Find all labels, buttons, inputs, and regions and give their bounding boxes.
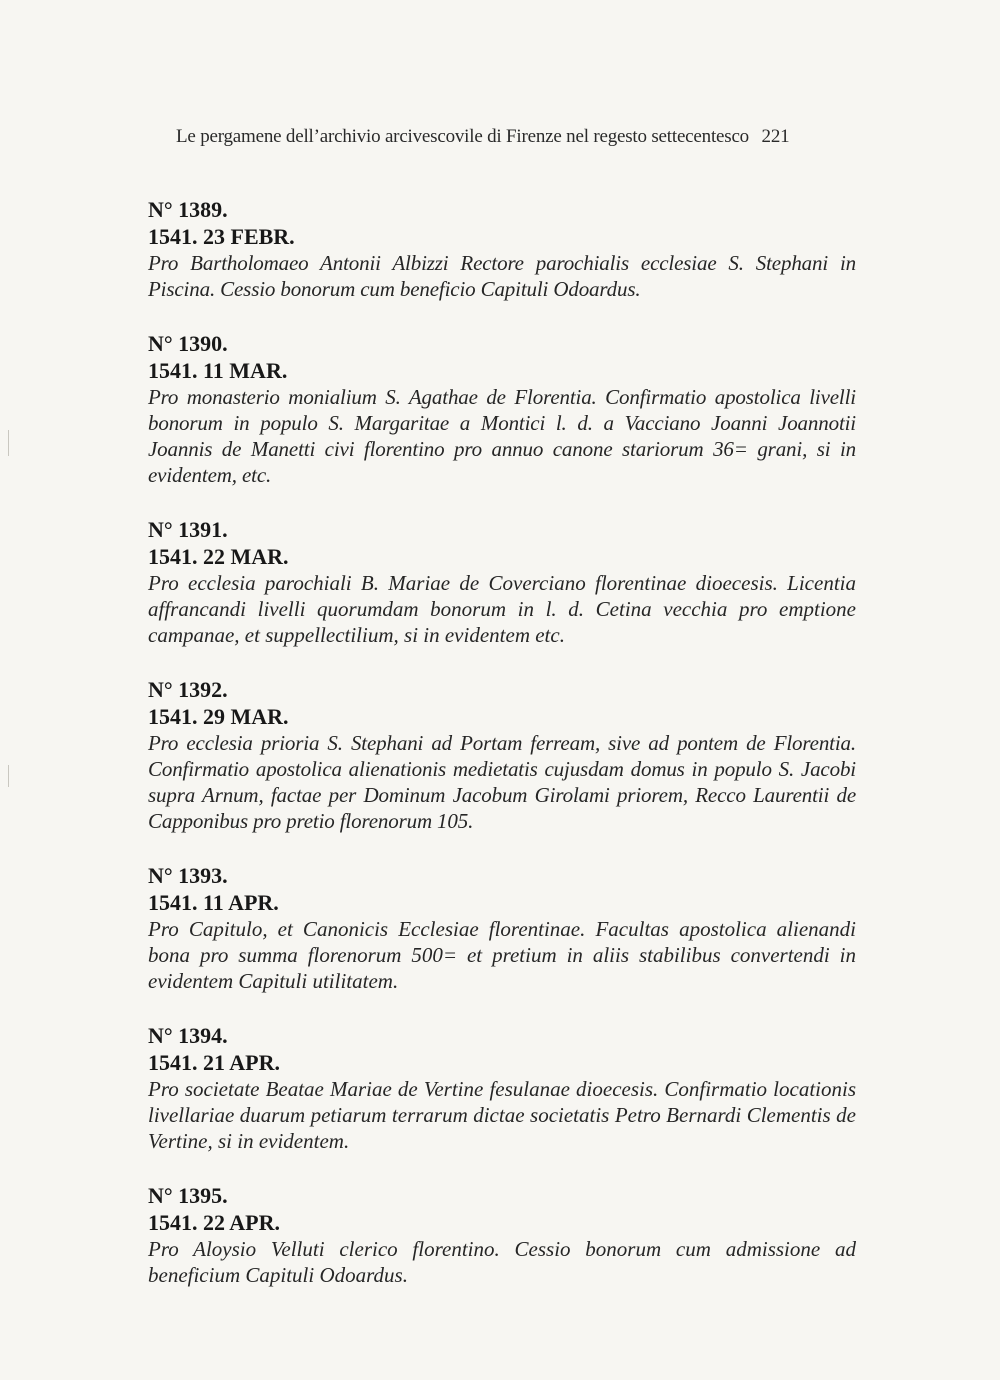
entry-number: N° 1393. (148, 863, 228, 888)
entry-number: N° 1389. (148, 197, 228, 222)
register-entry (148, 1182, 856, 1288)
running-head-title: Le pergamene dell’archivio arcivescovile di Firenze nel regesto settecentesco (176, 126, 749, 147)
register-entry (148, 516, 856, 648)
entry-text: Pro societate Beatae Mariae de Vertine fesulanae dioecesis. Confirmatio locationis livellariae duarum petiarum terrarum dictae societatis Petro Bernardi Clementis de Vertine, si in evidentem. (148, 1077, 856, 1153)
register-entry (148, 676, 856, 834)
entry-number: N° 1394. (148, 1023, 228, 1048)
entry-text: Pro monasterio monialium S. Agathae de Florentia. Confirmatio apostolica livelli bonorum in populo S. Margaritae a Montici l. d. a Vacciano Joanni Joannotii Joannis de Manetti civi florentino pro annuo canone stariorum 36= grani, si in evidentem, etc. (148, 385, 856, 487)
entry-date: 1541. 23 FEBR. (148, 224, 295, 249)
entry-number: N° 1395. (148, 1183, 228, 1208)
register-entry (148, 1022, 856, 1154)
scan-margin-mark (8, 430, 9, 456)
register-entries (148, 196, 856, 1316)
entry-date: 1541. 22 MAR. (148, 544, 289, 569)
entry-text: Pro Capitulo, et Canonicis Ecclesiae florentinae. Facultas apostolica alienandi bona pro summa florenorum 500= et pretium in aliis stabilibus convertendi in evidentem Capituli utilitatem. (148, 917, 856, 993)
entry-date: 1541. 21 APR. (148, 1050, 280, 1075)
entry-date: 1541. 22 APR. (148, 1210, 280, 1235)
register-entry (148, 196, 856, 302)
entry-date: 1541. 29 MAR. (148, 704, 289, 729)
entry-text: Pro Aloysio Velluti clerico florentino. Cessio bonorum cum admissione ad beneficium Capituli Odoardus. (148, 1237, 856, 1287)
scan-margin-mark (8, 765, 9, 787)
register-entry (148, 330, 856, 488)
entry-number: N° 1391. (148, 517, 228, 542)
entry-text: Pro ecclesia prioria S. Stephani ad Portam ferream, sive ad pontem de Florentia. Confirmatio apostolica alienationis medietatis cujusdam domus in populo S. Jacobi supra Arnum, factae per Dominum Jacobum Girolami priorem, Recco Laurentii de Capponibus pro pretio florenorum 105. (148, 731, 856, 833)
entry-text: Pro Bartholomaeo Antonii Albizzi Rectore parochialis ecclesiae S. Stephani in Piscina. Cessio bonorum cum beneficio Capituli Odoardus. (148, 251, 856, 301)
entry-number: N° 1392. (148, 677, 228, 702)
entry-text: Pro ecclesia parochiali B. Mariae de Coverciano florentinae dioecesis. Licentia affrancandi livelli quorumdam bonorum in l. d. Cetina vecchia pro emptione campanae, et suppellectilium, si in evidentem etc. (148, 571, 856, 647)
page-number: 221 (761, 126, 790, 147)
entry-date: 1541. 11 APR. (148, 890, 279, 915)
entry-date: 1541. 11 MAR. (148, 358, 288, 383)
running-head (176, 126, 856, 148)
entry-number: N° 1390. (148, 331, 228, 356)
register-entry (148, 862, 856, 994)
